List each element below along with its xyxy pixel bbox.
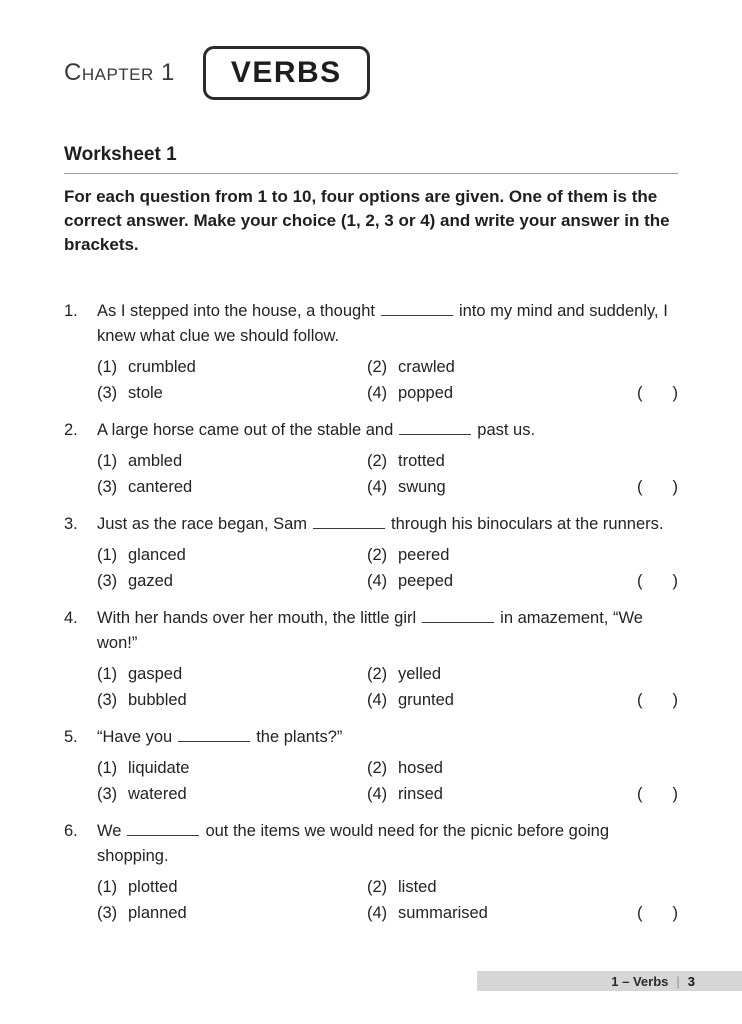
worksheet-section bbox=[64, 144, 678, 257]
question-text-post: the plants?” bbox=[256, 728, 343, 746]
option bbox=[97, 571, 367, 592]
footer-page-number: 3 bbox=[687, 973, 695, 989]
question-text-pre: With her hands over her mouth, the little girl bbox=[97, 609, 417, 627]
option bbox=[367, 571, 637, 592]
question-options bbox=[97, 545, 678, 592]
option-text: popped bbox=[398, 384, 454, 402]
option-label: (4) bbox=[367, 691, 388, 709]
option-row bbox=[97, 784, 678, 805]
option-label: (3) bbox=[97, 572, 118, 590]
question-item bbox=[64, 512, 678, 592]
option-text: planned bbox=[128, 904, 187, 922]
answer-bracket bbox=[637, 784, 678, 805]
worksheet-instructions: For each question from 1 to 10, four options are given. One of them is the correct answer. Make your choice (1, 2, 3 or 4) and write your answer in the brackets. bbox=[64, 187, 670, 254]
option-label: (1) bbox=[97, 358, 118, 376]
option-label: (2) bbox=[367, 546, 388, 564]
question-options bbox=[97, 758, 678, 805]
option-text: grunted bbox=[398, 691, 454, 709]
option-label: (1) bbox=[97, 546, 118, 564]
option-text: swung bbox=[398, 478, 446, 496]
bracket-open: ( bbox=[637, 785, 643, 803]
option-text: stole bbox=[128, 384, 163, 402]
option-row bbox=[97, 545, 678, 566]
option-text: gasped bbox=[128, 665, 183, 683]
option-label: (3) bbox=[97, 478, 118, 496]
option bbox=[367, 357, 678, 378]
option bbox=[97, 758, 367, 779]
option-label: (1) bbox=[97, 759, 118, 777]
question-text-post: in amazement, “We won!” bbox=[97, 609, 643, 652]
option-label: (4) bbox=[367, 785, 388, 803]
question-text-pre: As I stepped into the house, a thought bbox=[97, 302, 375, 320]
option bbox=[367, 383, 637, 404]
bracket-close: ) bbox=[672, 785, 678, 803]
footer-separator: | bbox=[676, 973, 680, 989]
question-item bbox=[64, 725, 678, 805]
question-options bbox=[97, 451, 678, 498]
question-text bbox=[97, 819, 678, 869]
question-number: 4. bbox=[64, 609, 78, 627]
option-text: hosed bbox=[398, 759, 443, 777]
option-text: trotted bbox=[398, 452, 445, 470]
option-label: (2) bbox=[367, 452, 388, 470]
bracket-close: ) bbox=[672, 478, 678, 496]
question-text-post: through his binoculars at the runners. bbox=[391, 515, 664, 533]
bracket-close: ) bbox=[672, 904, 678, 922]
question-text bbox=[97, 512, 678, 537]
option-label: (2) bbox=[367, 878, 388, 896]
option-row bbox=[97, 383, 678, 404]
option bbox=[97, 477, 367, 498]
option-label: (3) bbox=[97, 691, 118, 709]
option-text: summarised bbox=[398, 904, 488, 922]
option-text: cantered bbox=[128, 478, 193, 496]
option-row bbox=[97, 758, 678, 779]
bracket-close: ) bbox=[672, 691, 678, 709]
option-row bbox=[97, 357, 678, 378]
footer-section-label: 1 – Verbs bbox=[611, 973, 669, 989]
option-text: peeped bbox=[398, 572, 454, 590]
option-label: (1) bbox=[97, 665, 118, 683]
option-row bbox=[97, 664, 678, 685]
option-label: (2) bbox=[367, 759, 388, 777]
answer-bracket bbox=[637, 690, 678, 711]
question-text-post: out the items we would need for the picnic before going shopping. bbox=[97, 822, 610, 865]
answer-bracket bbox=[637, 571, 678, 592]
question-text-post: past us. bbox=[477, 421, 536, 439]
option-text: liquidate bbox=[128, 759, 190, 777]
answer-blank bbox=[381, 303, 453, 316]
option-text: listed bbox=[398, 878, 437, 896]
question-text bbox=[97, 606, 678, 656]
question-item bbox=[64, 819, 678, 924]
option-text: rinsed bbox=[398, 785, 443, 803]
question-text bbox=[97, 725, 678, 750]
option-label: (3) bbox=[97, 785, 118, 803]
option-label: (4) bbox=[367, 478, 388, 496]
question-list bbox=[64, 299, 678, 924]
answer-bracket bbox=[637, 477, 678, 498]
option-label: (4) bbox=[367, 384, 388, 402]
worksheet-title: Worksheet 1 bbox=[64, 144, 678, 174]
option bbox=[367, 877, 678, 898]
option bbox=[367, 664, 678, 685]
option-text: bubbled bbox=[128, 691, 187, 709]
question-text-pre: We bbox=[97, 822, 122, 840]
question-head bbox=[64, 512, 678, 537]
option bbox=[97, 784, 367, 805]
question-text bbox=[97, 418, 678, 443]
chapter-title-box bbox=[203, 46, 370, 100]
question-item bbox=[64, 606, 678, 711]
option bbox=[97, 383, 367, 404]
bracket-close: ) bbox=[672, 572, 678, 590]
option-label: (4) bbox=[367, 572, 388, 590]
option bbox=[367, 784, 637, 805]
option bbox=[97, 903, 367, 924]
option-row bbox=[97, 877, 678, 898]
question-head bbox=[64, 725, 678, 750]
option-text: yelled bbox=[398, 665, 442, 683]
question-head bbox=[64, 299, 678, 349]
option bbox=[367, 477, 637, 498]
question-text-pre: Just as the race began, Sam bbox=[97, 515, 308, 533]
option-text: watered bbox=[128, 785, 187, 803]
option bbox=[97, 545, 367, 566]
option-row bbox=[97, 571, 678, 592]
footer-bar bbox=[477, 971, 742, 991]
question-head bbox=[64, 418, 678, 443]
question-options bbox=[97, 664, 678, 711]
option-row bbox=[97, 451, 678, 472]
bracket-open: ( bbox=[637, 691, 643, 709]
option bbox=[367, 758, 678, 779]
bracket-close: ) bbox=[672, 384, 678, 402]
option-text: ambled bbox=[128, 452, 183, 470]
option-row bbox=[97, 903, 678, 924]
option-label: (3) bbox=[97, 904, 118, 922]
option-text: glanced bbox=[128, 546, 186, 564]
answer-blank bbox=[422, 610, 494, 623]
question-item bbox=[64, 418, 678, 498]
bracket-open: ( bbox=[637, 478, 643, 496]
chapter-title: VERBS bbox=[230, 56, 342, 89]
answer-blank bbox=[313, 516, 385, 529]
question-options bbox=[97, 357, 678, 404]
option bbox=[97, 690, 367, 711]
question-number: 1. bbox=[64, 302, 78, 320]
chapter-label: Chapter 1 bbox=[64, 59, 175, 86]
option-label: (2) bbox=[367, 358, 388, 376]
answer-blank bbox=[399, 422, 471, 435]
question-text-post: into my mind and suddenly, I knew what clue we should follow. bbox=[97, 302, 668, 345]
option bbox=[367, 545, 678, 566]
question-number: 6. bbox=[64, 822, 78, 840]
option-label: (1) bbox=[97, 452, 118, 470]
option bbox=[367, 690, 637, 711]
option-text: gazed bbox=[128, 572, 173, 590]
option bbox=[367, 903, 637, 924]
option-label: (2) bbox=[367, 665, 388, 683]
bracket-open: ( bbox=[637, 904, 643, 922]
option-label: (3) bbox=[97, 384, 118, 402]
question-text-pre: A large horse came out of the stable and bbox=[97, 421, 394, 439]
question-head bbox=[64, 606, 678, 656]
option bbox=[97, 664, 367, 685]
option-text: peered bbox=[398, 546, 450, 564]
question-head bbox=[64, 819, 678, 869]
question-number: 2. bbox=[64, 421, 78, 439]
question-number: 5. bbox=[64, 728, 78, 746]
option-text: crumbled bbox=[128, 358, 196, 376]
option bbox=[97, 357, 367, 378]
question-text-pre: “Have you bbox=[97, 728, 173, 746]
option bbox=[97, 877, 367, 898]
bracket-open: ( bbox=[637, 572, 643, 590]
question-item bbox=[64, 299, 678, 404]
option-text: plotted bbox=[128, 878, 178, 896]
chapter-header bbox=[64, 46, 678, 100]
option bbox=[97, 451, 367, 472]
option-row bbox=[97, 477, 678, 498]
question-text bbox=[97, 299, 678, 349]
option-text: crawled bbox=[398, 358, 455, 376]
option-label: (4) bbox=[367, 904, 388, 922]
answer-bracket bbox=[637, 903, 678, 924]
answer-bracket bbox=[637, 383, 678, 404]
option-row bbox=[97, 690, 678, 711]
answer-blank bbox=[178, 729, 250, 742]
question-options bbox=[97, 877, 678, 924]
answer-blank bbox=[127, 823, 199, 836]
bracket-open: ( bbox=[637, 384, 643, 402]
option-label: (1) bbox=[97, 878, 118, 896]
option bbox=[367, 451, 678, 472]
question-number: 3. bbox=[64, 515, 78, 533]
